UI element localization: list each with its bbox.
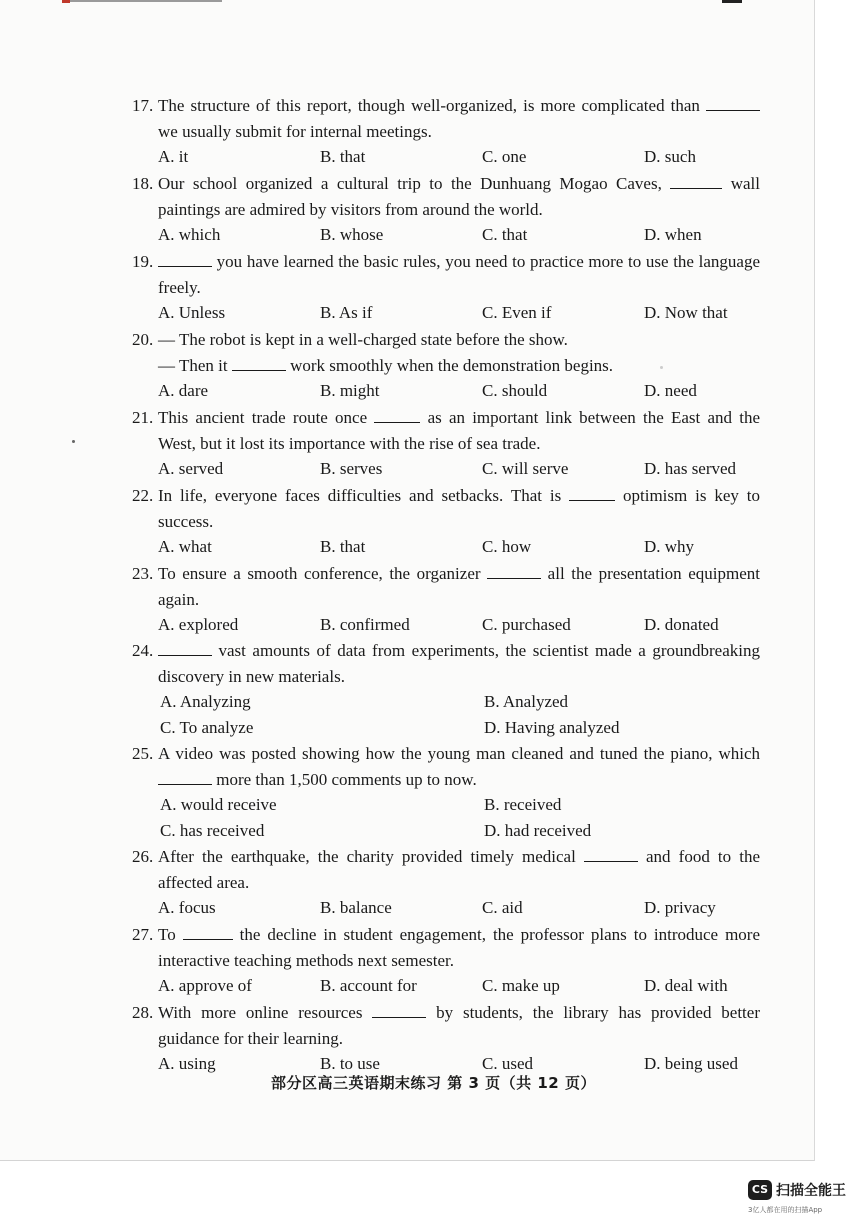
option-c: C. purchased (482, 615, 571, 635)
answer-blank (158, 770, 212, 785)
option-b: B. might (320, 381, 380, 401)
options-row-1 (160, 689, 760, 715)
option-c: C. has received (160, 821, 265, 841)
option-a: A. approve of (158, 976, 252, 996)
question-number: 19. (132, 252, 154, 271)
scan-edge-mark (62, 0, 222, 2)
option-b: B. to use (320, 1054, 380, 1074)
question-20 (132, 327, 760, 404)
camscanner-logo-icon: CS (748, 1180, 772, 1200)
question-22 (132, 483, 760, 560)
options-row-1 (160, 792, 760, 818)
option-a: A. would receive (160, 795, 277, 815)
question-number: 17. (132, 96, 154, 115)
option-b: B. that (320, 537, 366, 557)
dialogue-line-1: — The robot is kept in a well-charged state before the show. (158, 330, 568, 349)
question-number: 26. (132, 847, 154, 866)
question-stem: With more online resources by students, the library has provided better guidance for their learning. (158, 1003, 760, 1048)
option-d: D. when (644, 225, 702, 245)
question-26 (132, 844, 760, 921)
question-stem: — Then it work smoothly when the demonstration begins. (158, 355, 614, 375)
answer-blank (183, 925, 233, 940)
watermark-tagline: 3亿人都在用的扫描App (748, 1206, 823, 1214)
option-c: C. will serve (482, 459, 569, 479)
options (158, 612, 760, 638)
question-23 (132, 561, 760, 638)
option-c: C. To analyze (160, 718, 254, 738)
option-d: D. why (644, 537, 695, 557)
answer-blank (487, 564, 541, 579)
answer-blank (584, 847, 638, 862)
options (158, 534, 760, 560)
option-d: D. being used (644, 1054, 738, 1074)
question-number: 18. (132, 174, 154, 193)
question-stem: The structure of this report, though well-organized, is more complicated than we usually submit for internal meetings. (158, 93, 760, 144)
option-a: A. dare (158, 381, 209, 401)
options (158, 144, 760, 170)
option-b: B. that (320, 147, 366, 167)
options (158, 895, 760, 921)
option-a: A. focus (158, 898, 216, 918)
question-stem: This ancient trade route once as an important link between the East and the West, but it lost its importance with the rise of sea trade. (158, 408, 760, 453)
option-d: D. Having analyzed (484, 718, 620, 738)
question-27 (132, 922, 760, 999)
question-19 (132, 249, 760, 326)
option-d: D. had received (484, 821, 592, 841)
options (158, 456, 760, 482)
watermark-app-name: 扫描全能王 (776, 1183, 846, 1199)
question-number: 21. (132, 408, 154, 427)
option-d: D. has served (644, 459, 737, 479)
option-b: B. serves (320, 459, 383, 479)
option-a: A. explored (158, 615, 239, 635)
options-row-2 (160, 818, 760, 844)
option-b: B. As if (320, 303, 373, 323)
option-d: D. deal with (644, 976, 728, 996)
option-c: C. should (482, 381, 548, 401)
options (158, 973, 760, 999)
option-c: C. make up (482, 976, 560, 996)
question-stem: After the earthquake, the charity provided timely medical and food to the affected area. (158, 847, 761, 892)
option-b: B. Analyzed (484, 692, 569, 712)
answer-blank (158, 252, 212, 267)
question-number: 27. (132, 925, 154, 944)
question-number: 20. (132, 330, 154, 349)
option-d: D. such (644, 147, 696, 167)
answer-blank (232, 356, 286, 371)
option-c: C. used (482, 1054, 533, 1074)
option-a: A. it (158, 147, 189, 167)
question-stem: To ensure a smooth conference, the organizer all the presentation equipment again. (158, 564, 760, 609)
page-footer: 部分区高三英语期末练习 第 3 页（共 12 页） (271, 1074, 596, 1092)
margin-dot (72, 440, 75, 443)
question-number: 28. (132, 1003, 154, 1022)
camscanner-watermark (748, 1176, 866, 1224)
options (158, 300, 760, 326)
scan-edge-mark (722, 0, 742, 3)
answer-blank (374, 408, 420, 423)
option-b: B. balance (320, 898, 392, 918)
option-b: B. confirmed (320, 615, 410, 635)
answer-blank (569, 486, 615, 501)
answer-blank (706, 96, 760, 111)
option-c: C. how (482, 537, 532, 557)
option-b: B. received (484, 795, 562, 815)
question-number: 24. (132, 641, 154, 660)
options (158, 222, 760, 248)
option-c: C. one (482, 147, 527, 167)
option-b: B. whose (320, 225, 384, 245)
answer-blank (158, 641, 212, 656)
question-stem: Our school organized a cultural trip to the Dunhuang Mogao Caves, wall paintings are admired by visitors from around the world. (158, 174, 760, 219)
option-d: D. Now that (644, 303, 728, 323)
question-24 (132, 638, 760, 741)
options (158, 378, 760, 404)
question-stem: A video was posted showing how the young man cleaned and tuned the piano, which more than 1,500 comments up to now. (158, 744, 760, 789)
question-stem: In life, everyone faces difficulties and setbacks. That is optimism is key to success. (158, 486, 760, 531)
options-row-2 (160, 715, 760, 741)
question-number: 22. (132, 486, 154, 505)
option-a: A. which (158, 225, 221, 245)
question-17 (132, 93, 760, 170)
option-a: A. served (158, 459, 224, 479)
question-25 (132, 741, 760, 844)
question-18 (132, 171, 760, 248)
question-number: 23. (132, 564, 154, 583)
option-a: A. using (158, 1054, 216, 1074)
option-d: D. need (644, 381, 697, 401)
option-d: D. privacy (644, 898, 716, 918)
question-stem: you have learned the basic rules, you need to practice more to use the language freely. (158, 252, 760, 297)
option-a: A. Unless (158, 303, 226, 323)
question-stem: To the decline in student engagement, the professor plans to introduce more interactive teaching methods next semester. (158, 925, 760, 970)
question-number: 25. (132, 744, 154, 763)
option-c: C. that (482, 225, 528, 245)
option-a: A. Analyzing (160, 692, 251, 712)
question-21 (132, 405, 760, 482)
answer-blank (372, 1003, 426, 1018)
option-c: C. Even if (482, 303, 552, 323)
question-stem: vast amounts of data from experiments, the scientist made a groundbreaking discovery in new materials. (158, 641, 760, 686)
option-d: D. donated (644, 615, 719, 635)
option-a: A. what (158, 537, 212, 557)
answer-blank (670, 174, 722, 189)
question-28 (132, 1000, 760, 1077)
option-c: C. aid (482, 898, 523, 918)
option-b: B. account for (320, 976, 417, 996)
